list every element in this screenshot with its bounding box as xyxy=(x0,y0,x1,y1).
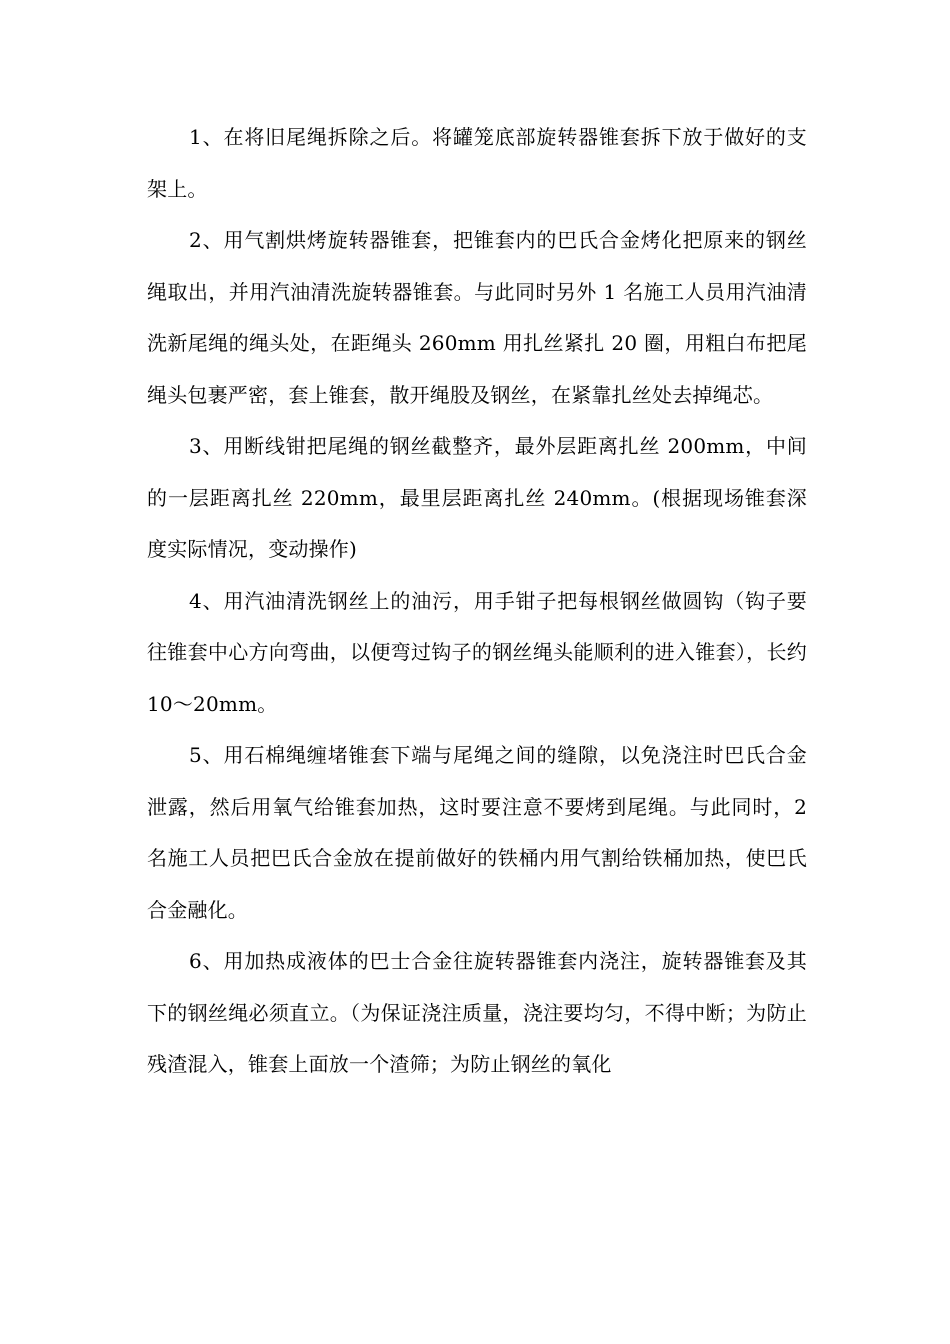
paragraph-step-6: 6、用加热成液体的巴士合金往旋转器锥套内浇注，旋转器锥套及其下的钢丝绳必须直立。（为保证浇注质量，浇注要均匀，不得中断；为防止残渣混入，锥套上面放一个渣筛；为防止钢丝的氧化 xyxy=(147,949,807,1076)
document-body xyxy=(147,112,807,1091)
paragraph-step-1: 1、在将旧尾绳拆除之后。将罐笼底部旋转器锥套拆下放于做好的支架上。 xyxy=(147,125,807,201)
paragraph-step-3: 3、用断线钳把尾绳的钢丝截整齐，最外层距离扎丝 200mm，中间的一层距离扎丝 220mm，最里层距离扎丝 240mm。(根据现场锥套深度实际情况，变动操作) xyxy=(147,434,807,561)
paragraph-step-5: 5、用石棉绳缠堵锥套下端与尾绳之间的缝隙，以免浇注时巴氏合金泄露，然后用氧气给锥套加热，这时要注意不要烤到尾绳。与此同时，2 名施工人员把巴氏合金放在提前做好的铁桶内用气割给铁桶加热，使巴氏合金融化。 xyxy=(147,743,807,922)
paragraph-step-2: 2、用气割烘烤旋转器锥套，把锥套内的巴氏合金烤化把原来的钢丝绳取出，并用汽油清洗旋转器锥套。与此同时另外 1 名施工人员用汽油清洗新尾绳的绳头处，在距绳头 260mm 用扎丝紧扎 20 圈，用粗白布把尾绳头包裹严密，套上锥套，散开绳股及钢丝，在紧靠扎丝处去掉绳芯。 xyxy=(147,228,807,407)
paragraph-step-4: 4、用汽油清洗钢丝上的油污，用手钳子把每根钢丝做圆钩（钩子要往锥套中心方向弯曲，以便弯过钩子的钢丝绳头能顺利的进入锥套），长约 10～20mm。 xyxy=(147,588,807,716)
